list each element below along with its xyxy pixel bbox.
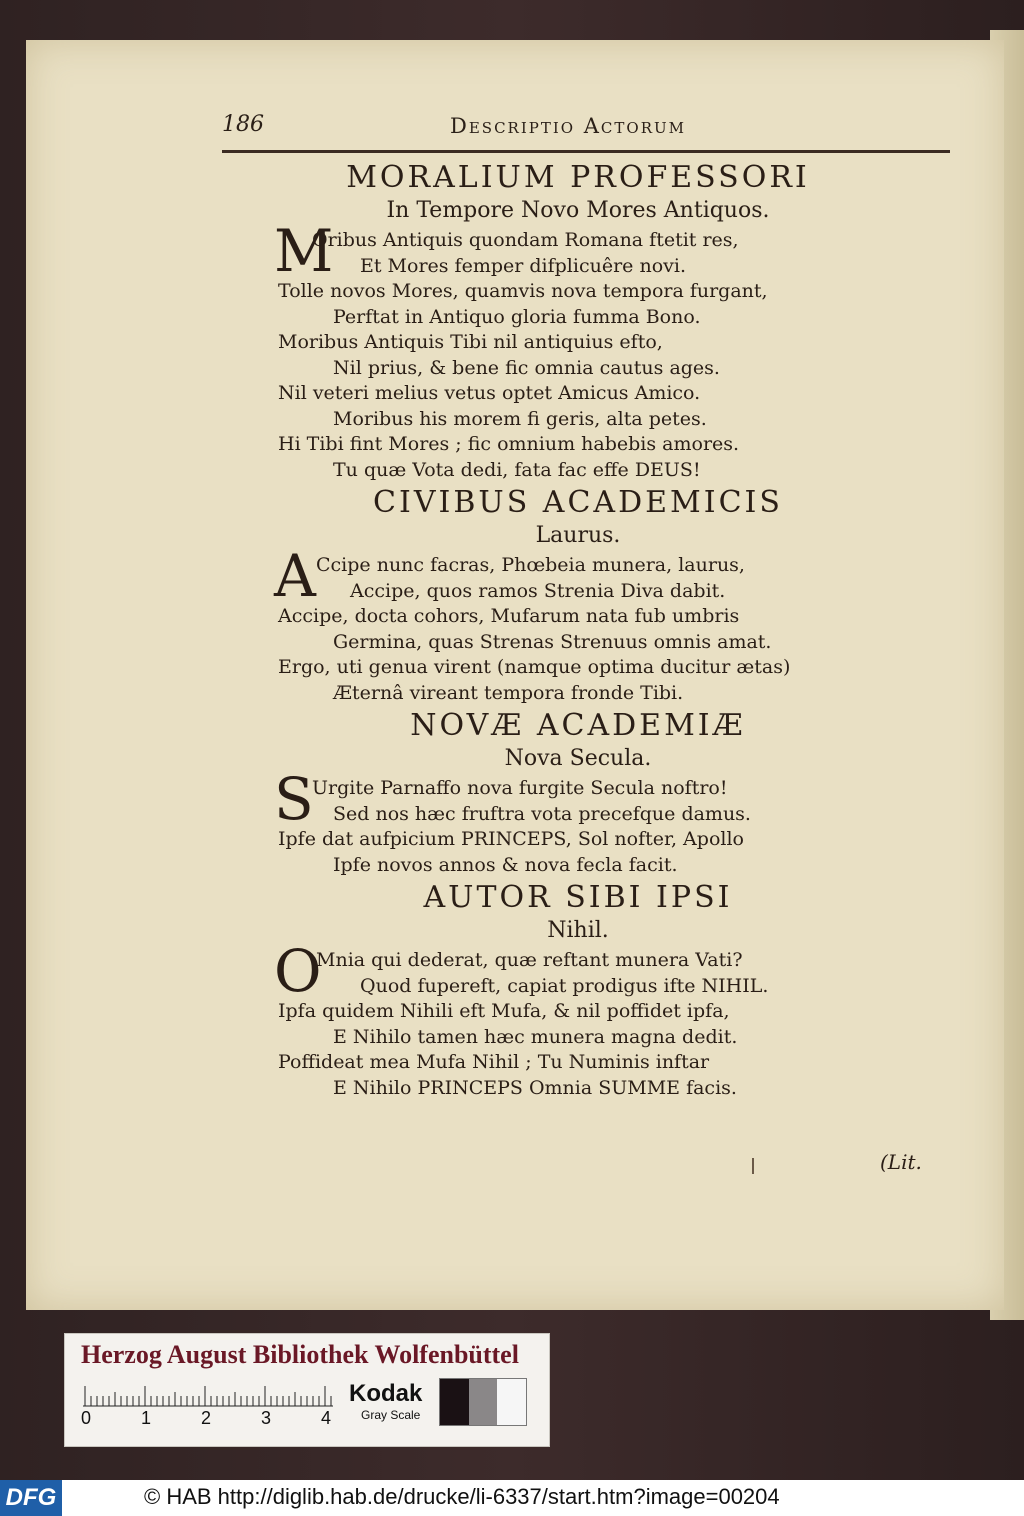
verse (274, 937, 878, 1101)
verse-line: Accipe, quos ramos Strenia Diva dabit. (350, 579, 726, 602)
ruler-scale (81, 1384, 333, 1428)
color-calibration-card (64, 1333, 550, 1447)
verse-line: Ipfa quidem Nihili eft Mufa, & nil poffidet ipfa, (278, 1000, 730, 1022)
library-name: Herzog August Bibliothek Wolfenbüttel (81, 1340, 519, 1369)
verse-line: Oribus Antiquis quondam Romana ftetit res, (312, 229, 739, 251)
verse (274, 217, 878, 483)
verse-line: Mnia qui dederat, quæ reftant munera Vati? (316, 949, 743, 971)
drop-cap: A (274, 542, 316, 610)
poem-content (274, 160, 878, 1101)
verse-line: Ipfe novos annos & nova fecla facit. (333, 853, 678, 876)
ruler-label: 3 (261, 1408, 272, 1428)
section-moralium-professori (274, 160, 878, 483)
section-subtitle: Nihil. (547, 918, 609, 943)
verse-line: Sed nos hæc fruftra vota precefque damus. (333, 802, 751, 825)
section-civibus-academicis (274, 485, 878, 706)
gray-swatch-dark (440, 1379, 469, 1425)
gray-swatch-light (497, 1379, 526, 1425)
page-number: 186 (222, 112, 264, 137)
ruler-label: 2 (201, 1408, 212, 1428)
drop-cap: S (274, 765, 314, 833)
ruler-label: 4 (321, 1408, 332, 1428)
verse-line: Nil veteri melius vetus optet Amicus Amico. (278, 382, 701, 404)
section-subtitle: Nova Secula. (504, 746, 652, 771)
ruler-label: 1 (141, 1408, 152, 1428)
gray-scale-label: Gray Scale (361, 1408, 421, 1422)
running-head-title: Descriptio Actorum (450, 114, 686, 138)
section-autor-sibi-ipsi (274, 880, 878, 1101)
section-subtitle: In Tempore Novo Mores Antiquos. (386, 198, 770, 223)
section-title: CIVIBUS ACADEMICIS (373, 485, 783, 520)
verse-line: Quod fupereft, capiat prodigus ifte NIHIL. (360, 974, 769, 997)
section-title: NOVÆ ACADEMIÆ (410, 708, 746, 743)
signature-mark (752, 1158, 754, 1174)
section-title: AUTOR SIBI IPSI (423, 880, 733, 915)
verse-line: Tu quæ Vota dedi, fata fac effe DEUS! (333, 458, 701, 481)
verse-line: Accipe, docta cohors, Mufarum nata fub umbris (278, 605, 740, 627)
running-head (222, 112, 950, 153)
verse-line: Germina, quas Strenas Strenuus omnis amat. (333, 630, 772, 653)
verse (274, 765, 878, 878)
verse-line: Tolle novos Mores, quamvis nova tempora furgant, (278, 280, 768, 302)
gray-swatches (439, 1378, 527, 1426)
verse-line: Moribus Antiquis Tibi nil antiquius efto, (278, 331, 663, 353)
section-title: MORALIUM PROFESSORI (346, 160, 810, 195)
dfg-logo: DFG (0, 1480, 62, 1516)
verse-line: Et Mores femper difplicuêre novi. (360, 254, 686, 277)
verse-line: Perftat in Antiquo gloria fumma Bono. (333, 305, 701, 328)
copyright-link[interactable]: © HAB http://diglib.hab.de/drucke/li-6337/start.htm?image=00204 (144, 1484, 780, 1509)
gray-swatch-mid (469, 1379, 498, 1425)
verse (274, 542, 878, 706)
verse-line: Hi Tibi fint Mores ; fic omnium habebis amores. (278, 433, 740, 455)
verse-line: Ergo, uti genua virent (namque optima ducitur ætas) (278, 656, 791, 678)
verse-line: Poffideat mea Mufa Nihil ; Tu Numinis inftar (278, 1051, 710, 1073)
kodak-logo: Kodak (349, 1380, 423, 1407)
verse-line: E Nihilo tamen hæc munera magna dedit. (333, 1025, 738, 1048)
verse-line: Ccipe nunc facras, Phœbeia munera, laurus, (316, 554, 745, 576)
verse-line: E Nihilo PRINCEPS Omnia SUMME facis. (333, 1076, 737, 1099)
verse-line: Ipfe dat aufpicium PRINCEPS, Sol nofter, Apollo (278, 828, 744, 850)
catchword: (Lit. (880, 1150, 922, 1174)
verse-line: Æternâ vireant tempora fronde Tibi. (333, 681, 684, 704)
drop-cap: M (274, 217, 334, 285)
verse-line: Moribus his morem fi geris, alta petes. (333, 407, 707, 430)
section-subtitle: Laurus. (535, 523, 621, 548)
verse-line: Nil prius, & bene fic omnia cautus ages. (333, 356, 720, 379)
drop-cap: O (274, 937, 322, 1005)
ruler-label: 0 (81, 1408, 92, 1428)
verse-line: Urgite Parnaffo nova furgite Secula noftro! (312, 777, 728, 799)
section-novae-academiae (274, 708, 878, 878)
